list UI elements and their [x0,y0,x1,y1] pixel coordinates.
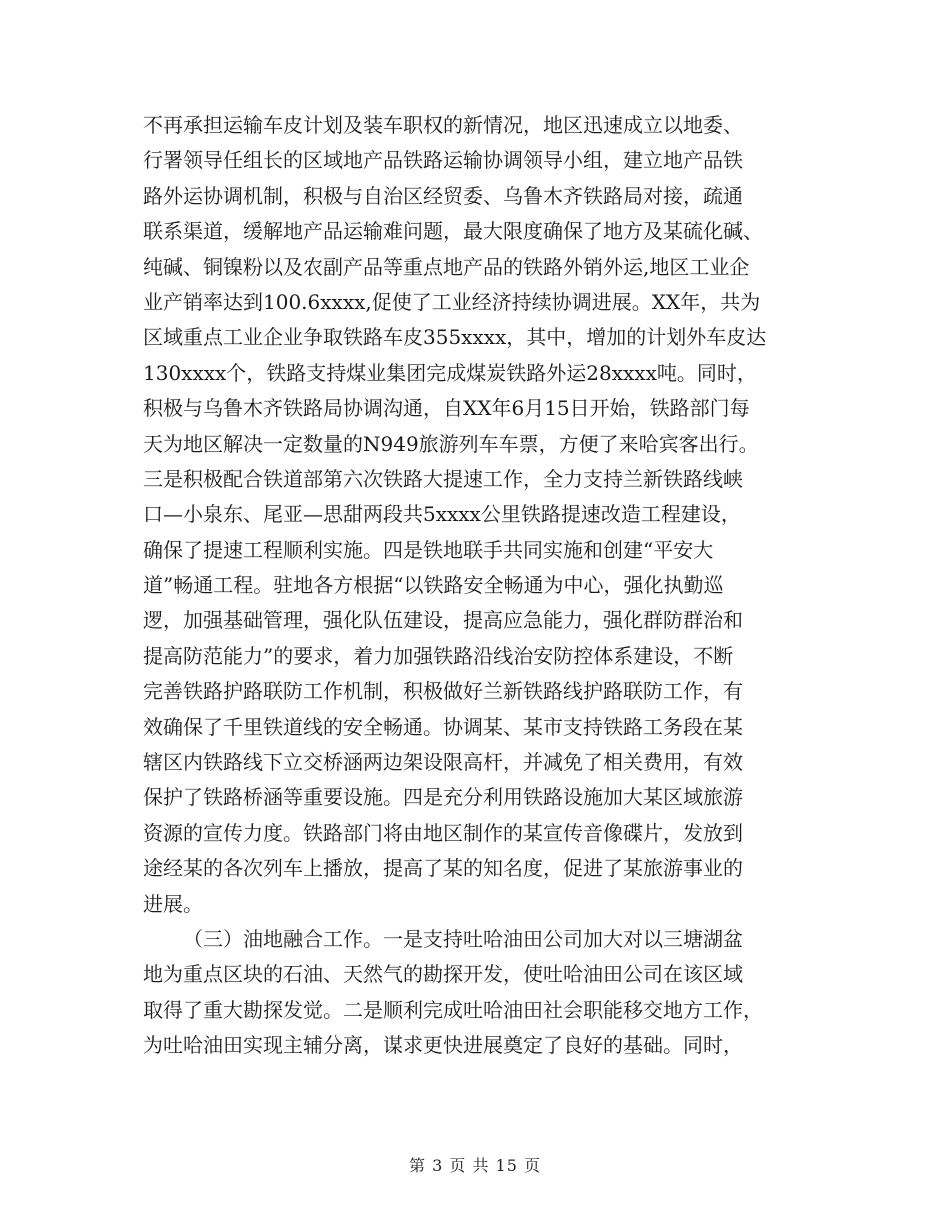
text-line: 进展。 [143,891,203,916]
text-line: 完善铁路护路联防工作机制，积极做好兰新铁路线护路联防工作，有 [143,679,743,704]
text-line: 130xxxx个，铁路支持煤业集团完成煤炭铁路外运28xxxx吨。同时， [143,360,757,385]
text-line: 三是积极配合铁道部第六次铁路大提速工作，全力支持兰新铁路线峡 [143,466,743,491]
text-line: 保护了铁路桥涵等重要设施。四是充分利用铁路设施加大某区域旅游 [143,785,743,810]
text-line: 效确保了千里铁道线的安全畅通。协调某、某市支持铁路工务段在某 [143,714,743,739]
page-number-footer: 第 3 页 共 15 页 [409,1156,541,1175]
text-line: 不再承担运输车皮计划及装车职权的新情况，地区迅速成立以地委、 [143,113,743,137]
body-text [143,108,808,1064]
text-line: 纯碱、铜镍粉以及农副产品等重点地产品的铁路外销外运,地区工业企 [143,254,750,279]
text-line: 业产销率达到100.6xxxx,促使了工业经济持续协调进展。XX年，共为 [143,289,761,314]
text-line: 口—小泉东、尾亚—思甜两段共5xxxx公里铁路提速改造工程建设， [143,502,741,527]
text-line: 联系渠道，缓解地产品运输难问题，最大限度确保了地方及某硫化碱、 [143,219,763,244]
text-line: 取得了重大勘探发觉。二是顺利完成吐哈油田社会职能移交地方工作， [143,997,763,1022]
text-line: 积极与乌鲁木齐铁路局协调沟通，自XX年6月15日开始，铁路部门每 [143,396,750,421]
text-line: 路外运协调机制，积极与自治区经贸委、乌鲁木齐铁路局对接，疏通 [143,183,743,208]
text-line: 道”畅通工程。驻地各方根据“以铁路安全畅通为中心，强化执勤巡 [143,573,724,598]
paragraph-start-line: （三）油地融合工作。一是支持吐哈油田公司加大对以三塘湖盆 [183,926,743,951]
text-line: 地为重点区块的石油、天然气的勘探开发，使吐哈油田公司在该区域 [143,962,743,987]
text-line: 途经某的各次列车上播放，提高了某的知名度，促进了某旅游事业的 [143,856,743,881]
text-line: 天为地区解决一定数量的N949旅游列车车票，方便了来哈宾客出行。 [143,431,759,456]
text-line: 资源的宣传力度。铁路部门将由地区制作的某宣传音像碟片，发放到 [143,820,743,845]
text-line: 区域重点工业企业争取铁路车皮355xxxx，其中，增加的计划外车皮达 [143,325,767,350]
text-line: 为吐哈油田实现主辅分离，谋求更快进展奠定了良好的基础。同时， [143,1033,743,1058]
text-line: 确保了提速工程顺利实施。四是铁地联手共同实施和创建“平安大 [143,537,714,562]
text-line: 辖区内铁路线下立交桥涵两边架设限高杆，并减免了相关费用，有效 [143,750,743,775]
text-line: 行署领导任组长的区域地产品铁路运输协调领导小组，建立地产品铁 [143,148,743,173]
text-line: 提高防范能力”的要求，着力加强铁路沿线治安防控体系建设，不断 [143,643,734,668]
text-line: 逻，加强基础管理，强化队伍建设，提高应急能力，强化群防群治和 [143,608,743,633]
